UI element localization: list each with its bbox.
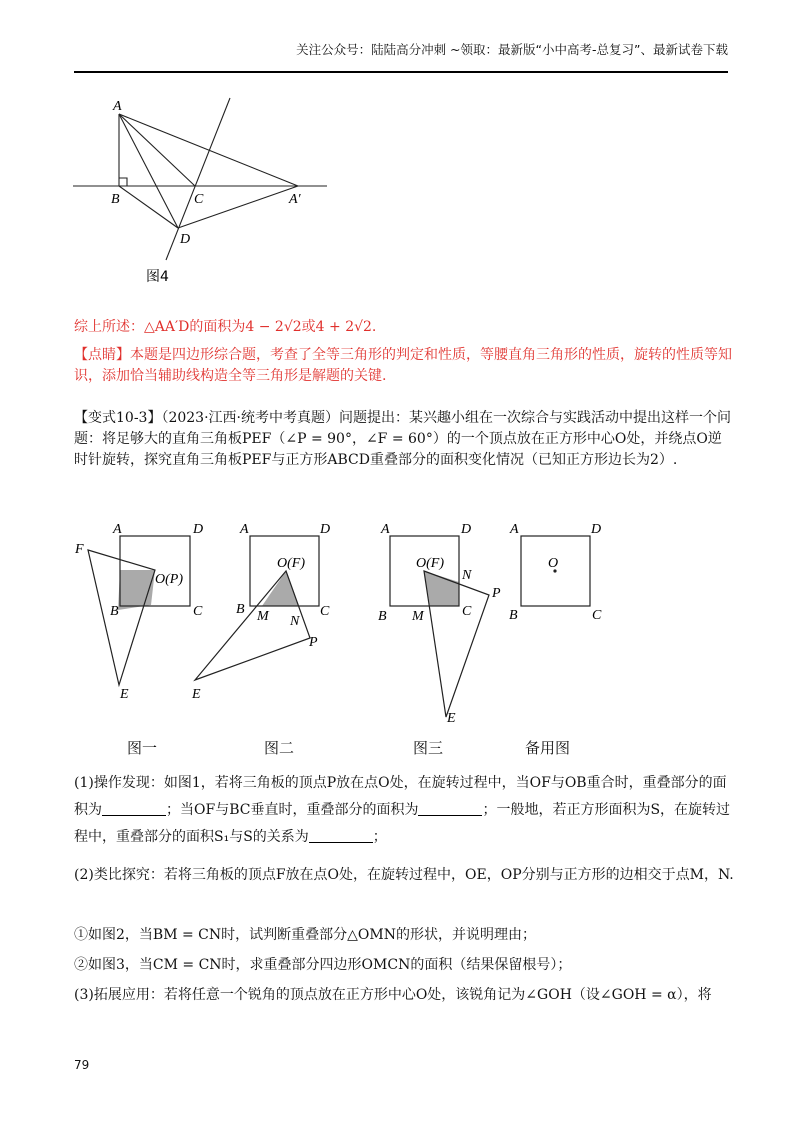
figure-backup-caption: 备用图 <box>525 739 571 757</box>
fig1-label-e: E <box>120 687 129 702</box>
question-3: (3)拓展应用：若将任意一个锐角的顶点放在正方形中心O处，该锐角记为∠GOH（设∠GOH = α），将 <box>74 987 712 1003</box>
fig3-label-p: P <box>492 586 501 601</box>
fig3-label-b: B <box>378 609 387 624</box>
fig1-label-c: C <box>193 604 203 619</box>
fig1-label-f: F <box>75 542 84 557</box>
figure-1-caption: 图一 <box>127 739 158 757</box>
fig-backup-label-a: A <box>510 522 519 537</box>
fig3-label-n: N <box>462 568 472 583</box>
fig3-label-m: M <box>412 609 424 624</box>
figure-1 <box>74 522 203 702</box>
question-1: (1)操作发现：如图1，若将三角板的顶点P放在点O处，在旋转过程中，当OF与OB重合时，重叠部分的面积为 ；当OF与BC垂直时，重叠部分的面积为 ；一般地，若正方形面积为S，在旋转过程中，重叠部分的面积S₁与S的关系为 ； <box>74 775 731 845</box>
question-2: (2)类比探究：若将三角板的顶点F放在点O处，在旋转过程中，OE，OP分别与正方形的边相交于点M，N. <box>74 867 734 883</box>
fig1-label-d: D <box>193 522 204 537</box>
fig2-label-e: E <box>192 687 201 702</box>
fig3-label-d: D <box>461 522 472 537</box>
answer-blank-2 <box>418 801 482 816</box>
fig3-label-a: A <box>381 522 390 537</box>
figure-3 <box>378 522 501 726</box>
fig2-label-o: O(F) <box>277 556 305 571</box>
fig2-label-b: B <box>236 602 245 617</box>
figure-3-caption: 图三 <box>413 739 444 757</box>
summary-text: 综上所述：△AA′D的面积为4 − 2√2或4 + 2√2. <box>74 319 377 335</box>
problem-intro: 【变式10-3】（2023·江西·统考中考真题）问题提出：某兴趣小组在一次综合与实践活动中提出这样一个问题：将足够大的直角三角板PEF（∠P = 90°，∠F = 60°）的一个顶点放在正方形中心O处，并绕点O逆时针旋转，探究直角三角板PEF与正方形ABCD重叠部分的面积变化情况（已知正方形边长为2）. <box>74 410 731 468</box>
fig4-label-b: B <box>111 192 120 207</box>
fig2-label-d: D <box>320 522 331 537</box>
figure-backup <box>509 522 602 623</box>
fig2-label-m: M <box>257 609 269 624</box>
fig4-label-d: D <box>180 232 191 247</box>
comment-text: 【点睛】本题是四边形综合题，考查了全等三角形的判定和性质，等腰直角三角形的性质，旋转的性质等知识，添加恰当辅助线构造全等三角形是解题的关键. <box>74 347 732 384</box>
fig2-label-n: N <box>290 614 300 629</box>
fig1-label-a: A <box>113 522 122 537</box>
rotation-figures <box>0 515 800 735</box>
fig3-label-o: O(F) <box>416 556 444 571</box>
fig2-label-p: P <box>309 635 318 650</box>
question-2-part-1: ①如图2，当BM = CN时，试判断重叠部分△OMN的形状，并说明理由； <box>74 927 536 943</box>
fig3-label-c: C <box>462 604 472 619</box>
question-2-part-2: ②如图3，当CM = CN时，求重叠部分四边形OMCN的面积（结果保留根号）； <box>74 957 572 973</box>
page-number: 79 <box>74 1058 90 1072</box>
fig-backup-label-c: C <box>592 608 602 623</box>
fig1-label-b: B <box>110 604 119 619</box>
page-header: 关注公众号：陆陆高分冲刺 ~领取：最新版“小中高考-总复习”、最新试卷下载 <box>296 42 728 57</box>
header-divider <box>74 71 728 73</box>
figure-2-caption: 图二 <box>264 739 295 757</box>
fig-backup-label-d: D <box>591 522 602 537</box>
fig3-label-e: E <box>447 711 456 726</box>
fig4-label-a-prime: A′ <box>289 192 301 207</box>
fig2-label-c: C <box>320 604 330 619</box>
fig-backup-label-b: B <box>509 608 518 623</box>
fig4-label-a: A <box>113 99 122 114</box>
fig2-label-a: A <box>240 522 249 537</box>
fig1-label-o: O(P) <box>155 572 183 587</box>
answer-blank-3 <box>309 828 373 843</box>
fig-backup-label-o: O <box>548 556 559 571</box>
figure-2 <box>191 522 330 702</box>
fig4-label-c: C <box>194 192 204 207</box>
fig4-caption: 图4 <box>146 269 169 285</box>
answer-blank-1 <box>102 801 166 816</box>
